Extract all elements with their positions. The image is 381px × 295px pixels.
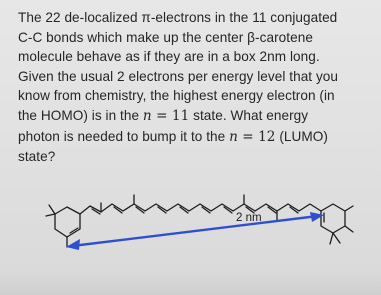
question-line-3: molecule behave as if they are in a box 2nm long. — [18, 49, 320, 65]
right-ring-methyl-bottom — [330, 233, 333, 244]
photo-bottom-edge — [0, 271, 381, 295]
question-line-4: Given the usual 2 electrons per energy level that you — [18, 68, 339, 84]
left-ring — [55, 207, 80, 237]
right-ring-methyl-side — [345, 226, 353, 232]
arrowhead-right — [310, 212, 324, 222]
question-line-6-end: state. What energy — [189, 107, 309, 123]
question-line-1: The 22 de-localized π-electrons in the 11 conjugated — [18, 10, 338, 25]
quantum-number-variable: n — [229, 128, 238, 145]
length-arrow-shaft — [72, 216, 318, 246]
question-line-6-start: the HOMO) is in the — [18, 107, 143, 123]
left-ring-methyl-top-2 — [46, 214, 55, 216]
right-ring-methyl-top — [345, 206, 353, 211]
question-line-7-end: (LUMO) — [275, 128, 328, 144]
question-line-5: know from chemistry, the highest energy electron (in — [18, 88, 335, 104]
molecule-skeleton — [46, 195, 353, 247]
question-line-2: C-C bonds which make up the center β-carotene — [18, 29, 313, 45]
length-label: 2 nm — [236, 212, 262, 224]
length-arrow — [66, 212, 324, 250]
quantum-number-variable: n — [142, 107, 152, 124]
equals-sign: = — [237, 128, 259, 145]
homo-state-number: 11 — [171, 107, 190, 124]
lumo-state-number: 12 — [258, 128, 276, 145]
left-ring-methyl-top — [49, 205, 55, 214]
arrowhead-left — [66, 239, 80, 250]
equals-sign: = — [151, 107, 172, 124]
question-line-8: state? — [18, 149, 56, 165]
question-line-7-start: photon is needed to bump it to the — [18, 128, 230, 144]
right-ring-methyl-bottom-2 — [333, 233, 340, 243]
